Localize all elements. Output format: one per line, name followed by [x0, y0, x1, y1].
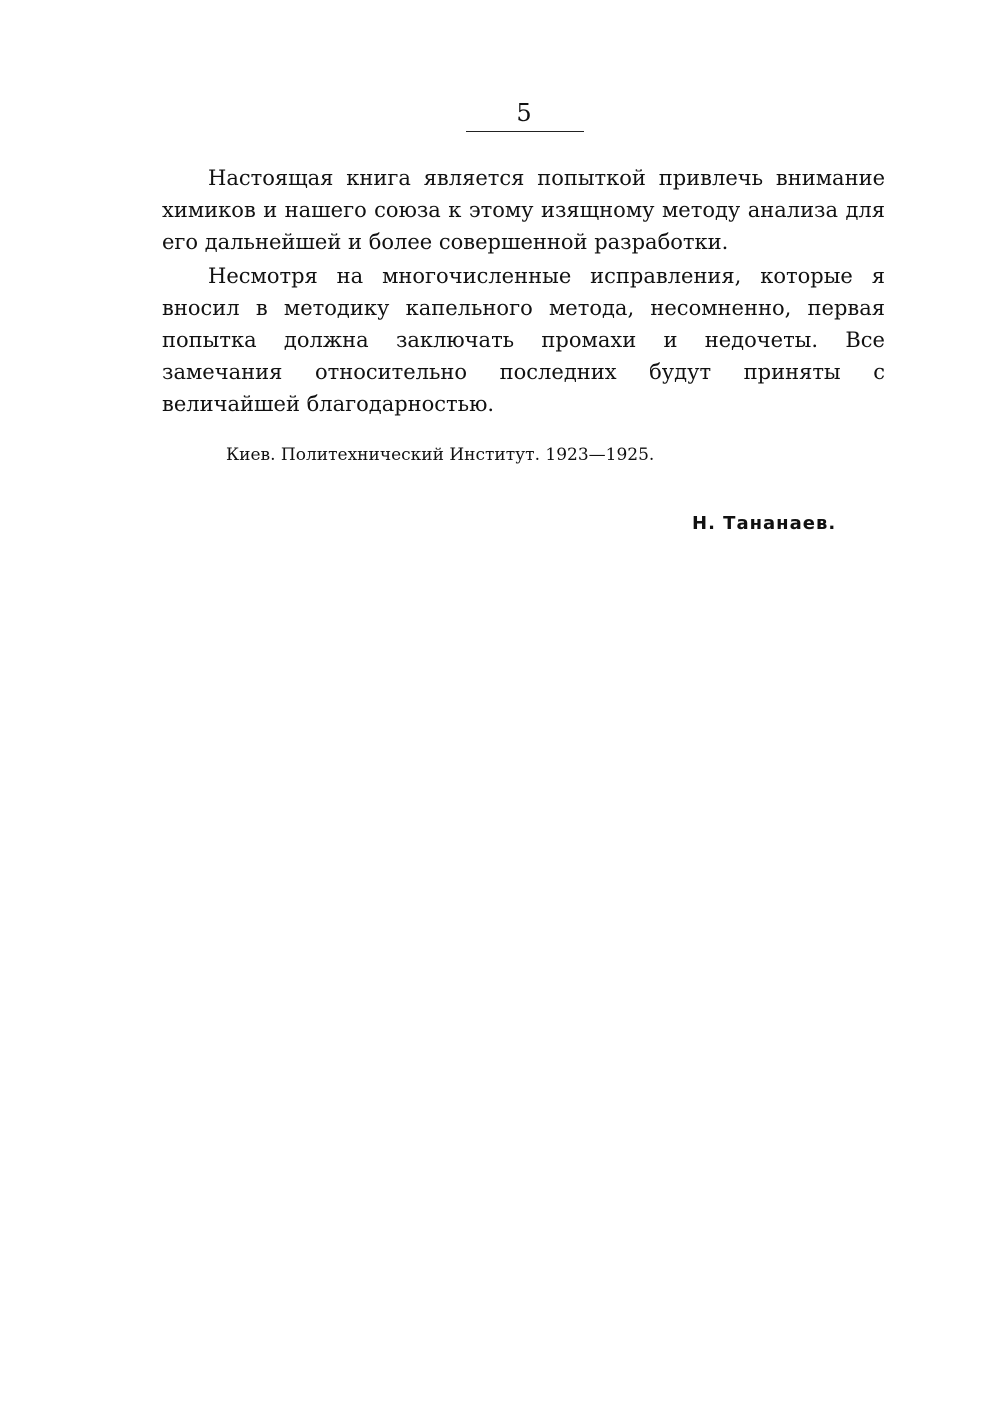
paragraph-1: Настоящая книга является попыткой привлечь внимание химиков и нашего союза к этому изящному методу анализа для его дальнейшей и более совершенной разработки.: [162, 166, 885, 254]
body-text: [162, 162, 885, 420]
page-number: 5: [516, 99, 532, 127]
place-date: Киев. Политехнический Институт. 1923—1925.: [226, 445, 655, 465]
page-number-rule: [466, 131, 584, 132]
author-signature: Н. Тананаев.: [692, 513, 837, 534]
paragraph-2: Несмотря на многочисленные исправления, которые я вносил в методику капельного метода, несомненно, первая попытка должна заключать промахи и недочеты. Все замечания относительно последних будут приняты с величайшей благодарностью.: [162, 264, 885, 416]
